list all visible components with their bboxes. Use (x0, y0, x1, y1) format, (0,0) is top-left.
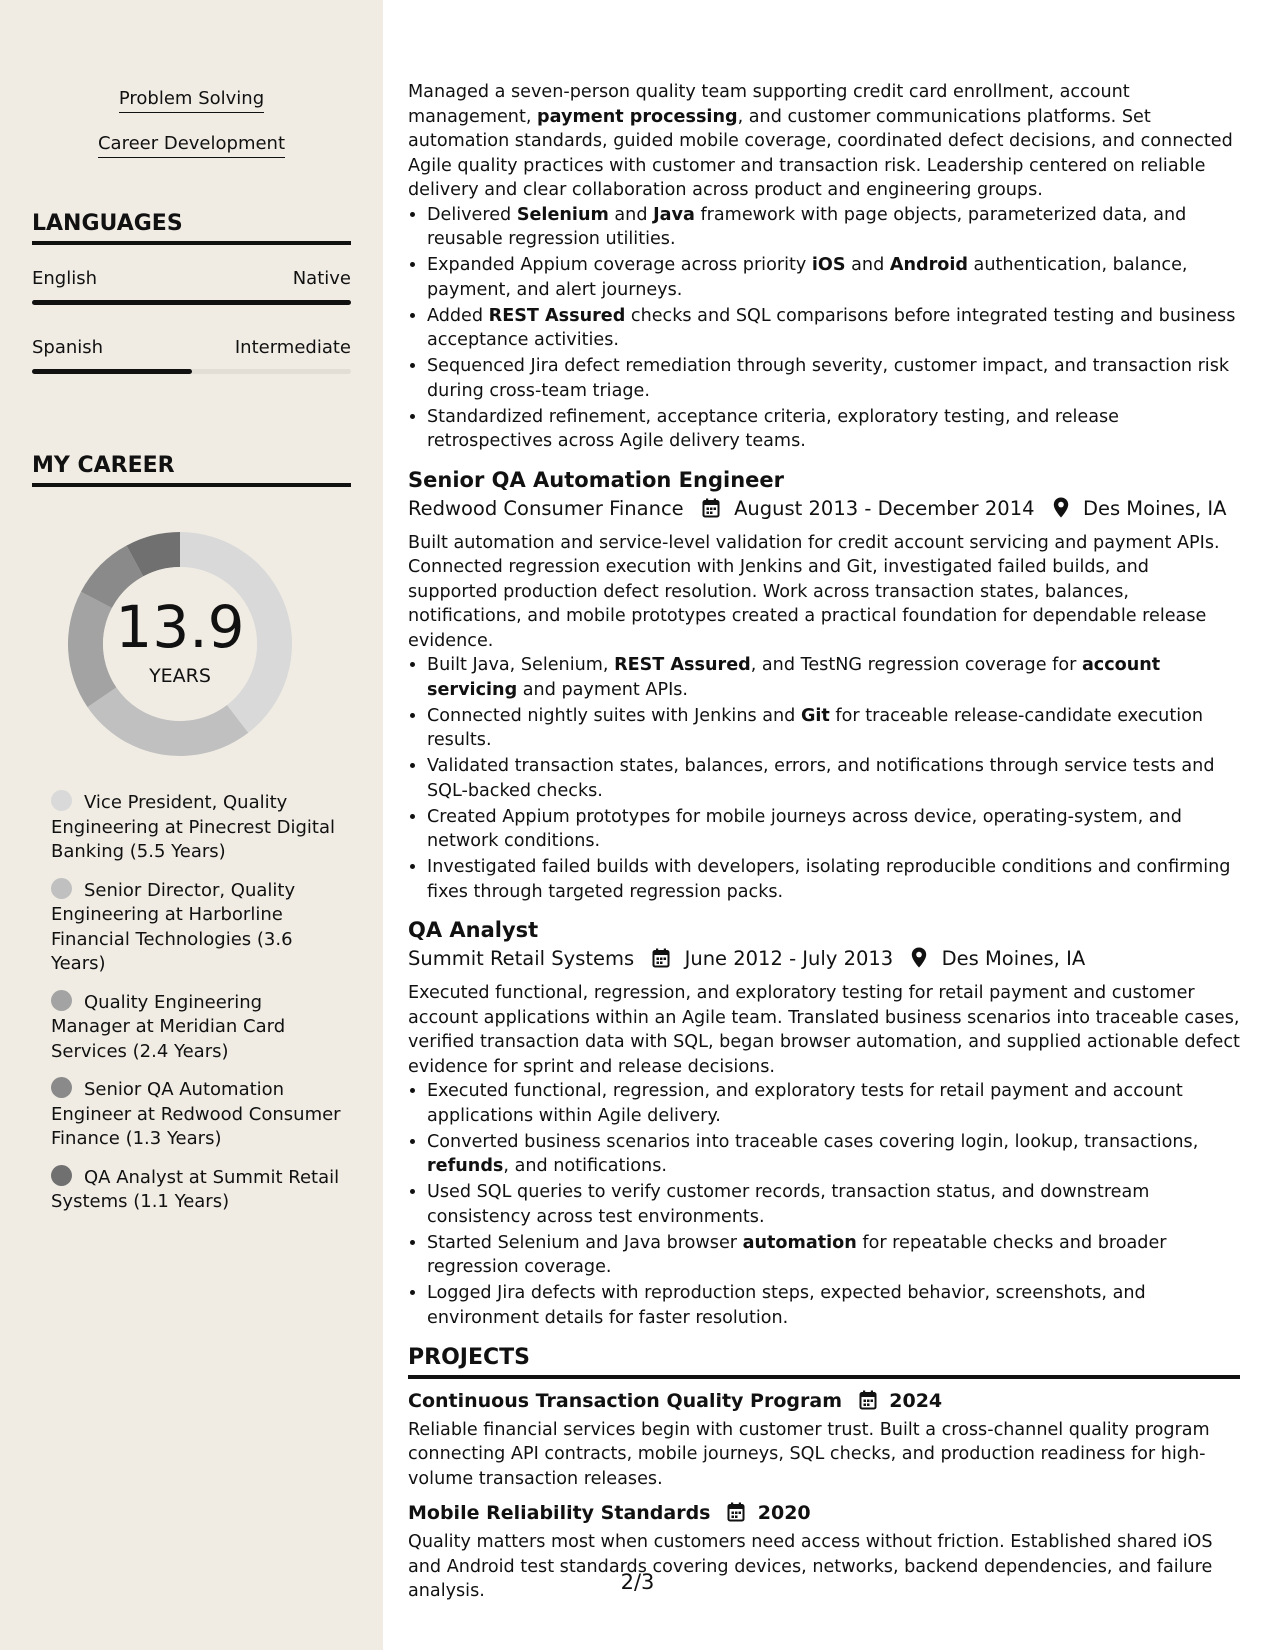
bullet: • Added REST Assured checks and SQL comparisons before integrated testing and business acceptance activities. (427, 304, 1240, 353)
page-number: 2/3 (620, 1570, 655, 1594)
language-bar-english (32, 300, 351, 305)
project-description: Quality matters most when customers need access without friction. Established shared iOS and Android test standards covering devices, networks, backend dependencies, and failure analysis. (408, 1532, 1213, 1601)
language-english (32, 268, 351, 292)
career-total-unit: YEARS (149, 665, 211, 687)
language-level: Intermediate (234, 337, 351, 358)
job-dates: June 2012 - July 2013 (684, 947, 894, 970)
career-legend-item (51, 790, 341, 865)
calendar-icon (727, 1502, 745, 1530)
legend-swatch (51, 1165, 72, 1186)
bullet: • Created Appium prototypes for mobile journeys across device, operating-system, and network conditions. (427, 805, 1240, 854)
language-name: English (32, 268, 97, 289)
job-company: Redwood Consumer Finance (408, 496, 684, 520)
bullet: • Validated transaction states, balances, errors, and notifications through service tests and SQL-backed checks. (427, 754, 1240, 803)
bullet: • Delivered Selenium and Java framework with page objects, parameterized data, and reusable regression utilities. (427, 203, 1240, 252)
career-legend (51, 790, 341, 1228)
legend-label: Quality Engineering Manager at Meridian Card Services (2.4 Years) (51, 991, 286, 1062)
job-location: Des Moines, IA (1082, 496, 1227, 520)
job-bullets (408, 1079, 1240, 1330)
calendar-icon (702, 498, 720, 525)
role-bullets (408, 203, 1240, 454)
projects-heading: PROJECTS (408, 1346, 1240, 1379)
project-description: Reliable financial services begin with customer trust. Built a cross-channel quality program connecting API contracts, mobile journeys, SQL checks, and production readiness for high-volume transaction releases. (408, 1419, 1210, 1489)
calendar-icon (652, 948, 670, 975)
career-legend-item (51, 1165, 341, 1215)
project-year: 2020 (757, 1502, 811, 1524)
career-legend-item (51, 990, 341, 1065)
project-name: Continuous Transaction Quality Program (408, 1389, 842, 1412)
legend-swatch (51, 790, 72, 811)
skill-problem-solving (0, 88, 383, 109)
legend-swatch (51, 1077, 72, 1098)
skill-label: Career Development (98, 133, 285, 158)
job-location: Des Moines, IA (941, 947, 1086, 970)
bullet: • Converted business scenarios into traceable cases covering login, lookup, transactions, refunds, and notifications. (427, 1130, 1240, 1179)
location-pin-icon (1053, 497, 1069, 525)
legend-swatch (51, 990, 72, 1011)
language-name: Spanish (32, 337, 104, 358)
language-bar-fill (32, 300, 351, 305)
bullet: • Expanded Appium coverage across priority iOS and Android authentication, balance, payment, and alert journeys. (427, 253, 1240, 302)
legend-label: QA Analyst at Summit Retail Systems (1.1 Years) (51, 1166, 340, 1212)
bullet: • Logged Jira defects with reproduction steps, expected behavior, screenshots, and environment details for faster resolution. (427, 1281, 1240, 1330)
skill-career-development (0, 133, 383, 154)
project-year: 2024 (889, 1389, 943, 1412)
legend-label: Senior QA Automation Engineer at Redwood Consumer Finance (1.3 Years) (51, 1079, 341, 1149)
career-legend-item (51, 878, 341, 977)
job-meta (408, 496, 1240, 525)
job-title: QA Analyst (408, 918, 539, 942)
legend-label: Senior Director, Quality Engineering at Harborline Financial Technologies (3.6 Years) (51, 879, 296, 974)
job-dates: August 2013 - December 2014 (734, 496, 1035, 520)
bullet: • Used SQL queries to verify customer records, transaction status, and downstream consistency across test environments. (427, 1180, 1240, 1229)
project-title (408, 1500, 1240, 1530)
languages-heading: LANGUAGES (32, 211, 351, 245)
bullet: • Sequenced Jira defect remediation through severity, customer impact, and transaction risk during cross-team triage. (427, 354, 1240, 403)
career-heading: MY CAREER (32, 453, 351, 487)
job-bullets (408, 653, 1240, 904)
career-legend-item (51, 1077, 341, 1152)
job-meta (408, 946, 1240, 975)
bullet: • Executed functional, regression, and exploratory tests for retail payment and account applications within Agile delivery. (427, 1079, 1240, 1128)
sidebar (0, 0, 383, 1650)
legend-swatch (51, 878, 72, 899)
project-name: Mobile Reliability Standards (408, 1502, 711, 1524)
project-title (408, 1388, 1240, 1418)
bullet: • Standardized refinement, acceptance criteria, exploratory testing, and release retrospectives across Agile delivery teams. (427, 405, 1240, 454)
bullet: • Started Selenium and Java browser automation for repeatable checks and broader regression coverage. (427, 1231, 1240, 1280)
role-summary: Managed a seven-person quality team supporting credit card enrollment, account management, payment processing, and customer communications platforms. Set automation standards, guided mobile coverage, coordinated defect decisions, and connected Agile quality practices with customer and transaction risk. Leadership centered on reliable delivery and clear collaboration across product and engineering groups. (408, 82, 1233, 200)
job-summary: Executed functional, regression, and exploratory testing for retail payment and customer account applications within an Agile team. Translated business scenarios into traceable cases, verified transaction data with SQL, began browser automation, and supplied actionable defect evidence for sprint and release decisions. (408, 983, 1240, 1077)
location-pin-icon (911, 947, 927, 975)
language-bar-fill (32, 369, 192, 374)
main-content (408, 80, 1240, 1604)
legend-label: Vice President, Quality Engineering at Pinecrest Digital Banking (5.5 Years) (51, 792, 335, 862)
bullet: • Investigated failed builds with developers, isolating reproducible conditions and confirming fixes through targeted regression packs. (427, 855, 1240, 904)
calendar-icon (859, 1390, 877, 1418)
career-total-years: 13.9 (115, 593, 245, 661)
language-bar-spanish (32, 369, 351, 374)
bullet: • Connected nightly suites with Jenkins and Git for traceable release-candidate execution results. (427, 704, 1240, 753)
language-spanish (32, 337, 351, 361)
bullet: • Built Java, Selenium, REST Assured, and TestNG regression coverage for account servicing and payment APIs. (427, 653, 1240, 702)
language-level: Native (292, 268, 351, 289)
job-company: Summit Retail Systems (408, 947, 635, 970)
skill-label: Problem Solving (119, 88, 264, 113)
job-title: Senior QA Automation Engineer (408, 467, 784, 492)
job-summary: Built automation and service-level validation for credit account servicing and payment APIs. Connected regression execution with Jenkins and Git, investigated failed builds, and supported production defect resolution. Work across transaction states, balances, notifications, and mobile prototypes created a practical foundation for dependable release evidence. (408, 532, 1220, 651)
